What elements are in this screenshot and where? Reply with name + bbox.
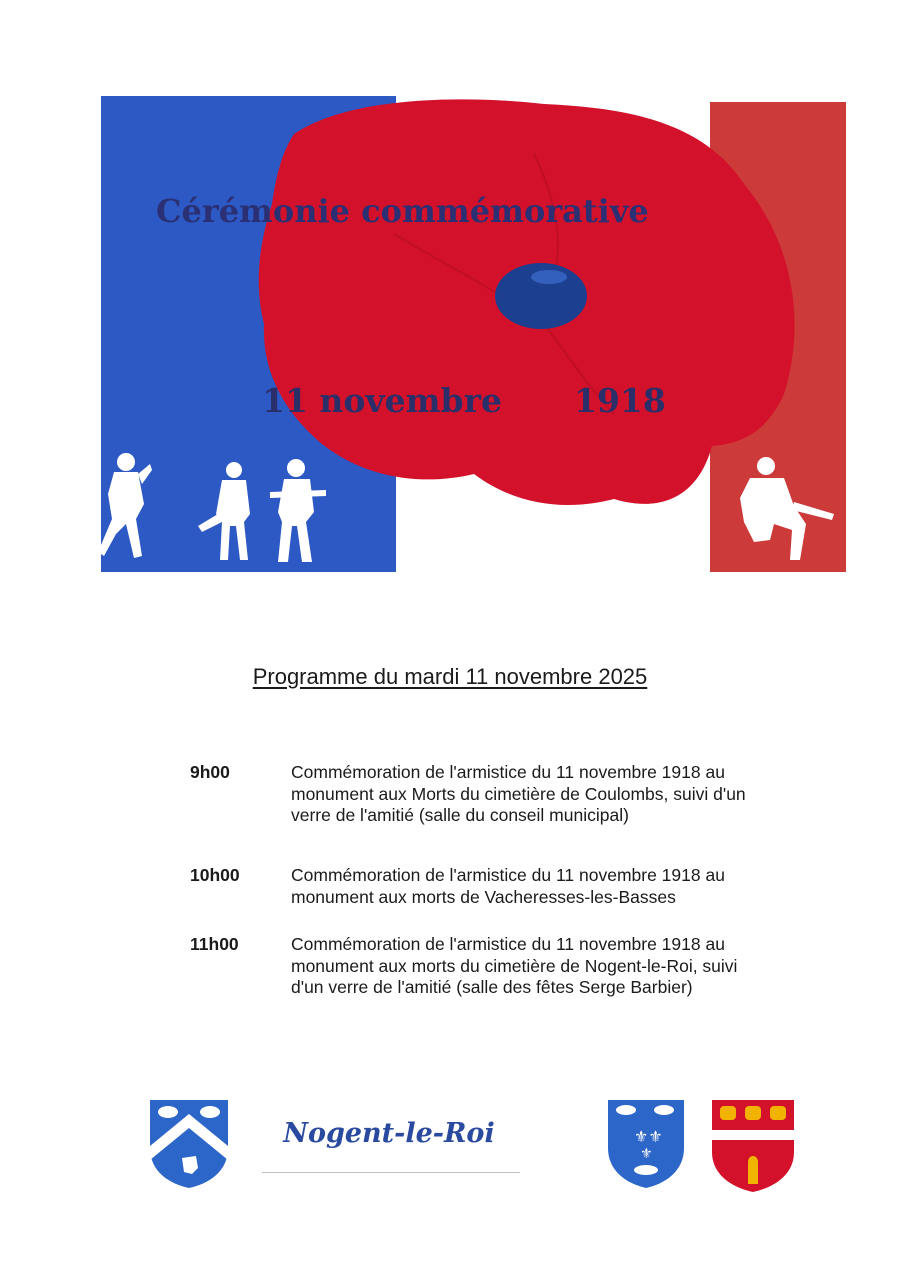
event-description-line: Commémoration de l'armistice du 11 novembre 1918 au (291, 865, 725, 885)
svg-text:⚜⚜: ⚜⚜ (634, 1127, 663, 1146)
event-time: 11h00 (190, 934, 239, 954)
hero-date-year: 1918 (574, 381, 666, 420)
event-description-line: Commémoration de l'armistice du 11 novembre 1918 au (291, 762, 725, 782)
event-description-line: d'un verre de l'amitié (salle des fêtes Serge Barbier) (291, 977, 693, 997)
coat-of-arms-nogent-icon (606, 1098, 686, 1190)
event-description (291, 762, 831, 827)
hero-banner (94, 94, 848, 574)
event-description (291, 865, 831, 908)
poppy-icon (259, 99, 795, 505)
coat-of-arms-vacheresses-icon (710, 1098, 796, 1194)
town-name: Nogent-le-Roi (283, 1118, 495, 1149)
event-description-line: monument aux Morts du cimetière de Coulombs, suivi d'un (291, 783, 746, 804)
coat-of-arms-coulombs-icon (148, 1098, 230, 1190)
programme-heading-text: Programme du mardi 11 novembre 2025 (252, 664, 648, 689)
event-time: 9h00 (190, 762, 230, 782)
svg-text:⚜: ⚜ (640, 1146, 653, 1162)
programme-heading (0, 664, 900, 690)
event-description-line: monument aux morts de Vacheresses-les-Basses (291, 886, 676, 907)
hero-date-day: 11 novembre (262, 381, 502, 420)
event-time: 10h00 (190, 865, 240, 885)
town-name-underline (262, 1172, 520, 1173)
hero-illustration (94, 94, 848, 574)
event-description-line: monument aux morts du cimetière de Nogent-le-Roi, suivi (291, 955, 738, 976)
event-description-line: verre de l'amitié (salle du conseil municipal) (291, 805, 629, 825)
event-description (291, 934, 831, 999)
event-description-line: Commémoration de l'armistice du 11 novembre 1918 au (291, 934, 725, 954)
hero-title: Cérémonie commémorative (156, 192, 649, 230)
